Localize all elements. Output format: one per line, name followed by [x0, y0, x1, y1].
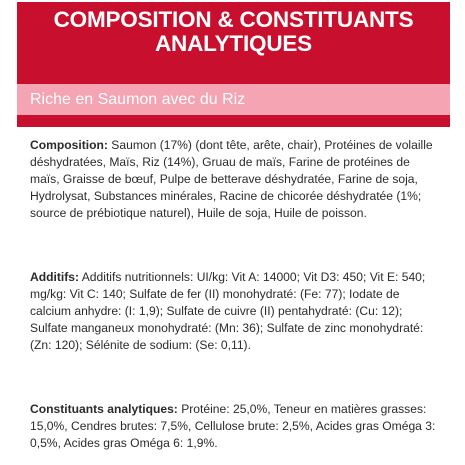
label-panel [17, 2, 450, 465]
content-area [17, 127, 450, 465]
title-line-2: ANALYTIQUES [155, 31, 312, 56]
additifs-section [30, 269, 442, 354]
additifs-label: Additifs: [30, 270, 80, 284]
constituants-section [30, 401, 442, 452]
composition-section [30, 137, 442, 222]
composition-label: Composition: [30, 138, 108, 152]
subtitle-band [17, 84, 450, 115]
title-line-1: COMPOSITION & CONSTITUANTS [53, 7, 414, 32]
constituants-label: Constituants analytiques: [30, 402, 178, 416]
page-title [17, 8, 450, 56]
additifs-text: Additifs nutritionnels: UI/kg: Vit A: 14000; Vit D3: 450; Vit E: 540; mg/kg: Vit C: 140; Sulfate de fer (II) monohydraté: (Fe: 77); Iodate de calcium anhydre: (I: 1,9); Sulfate de cuivre (II) pentahydraté: (Cu: 12); Sulfate manganeux monohydraté: (Mn: 36); Sulfate de zinc monohydraté: (Zn: 120); Sélénite de sodium: (Se: 0,11). [30, 270, 426, 352]
composition-text: Saumon (17%) (dont tête, arête, chair), Protéines de volaille déshydratées, Maïs, Riz (14%), Gruau de maïs, Farine de protéines de maïs, Graisse de bœuf, Pulpe de betterave déshydratée, Farine de soja, Hydrolysat, Substances minérales, Racine de chicorée déshydratée (1%; source de prébiotique naturel), Huile de soja, Huile de poisson. [30, 138, 433, 220]
constituants-text: Protéine: 25,0%, Teneur en matières grasses: 15,0%, Cendres brutes: 7,5%, Cellulose brute: 2,5%, Acides gras Oméga 3: 0,5%, Acides gras Oméga 6: 1,9%. [30, 402, 436, 450]
product-variant-subtitle: Riche en Saumon avec du Riz [30, 91, 246, 108]
